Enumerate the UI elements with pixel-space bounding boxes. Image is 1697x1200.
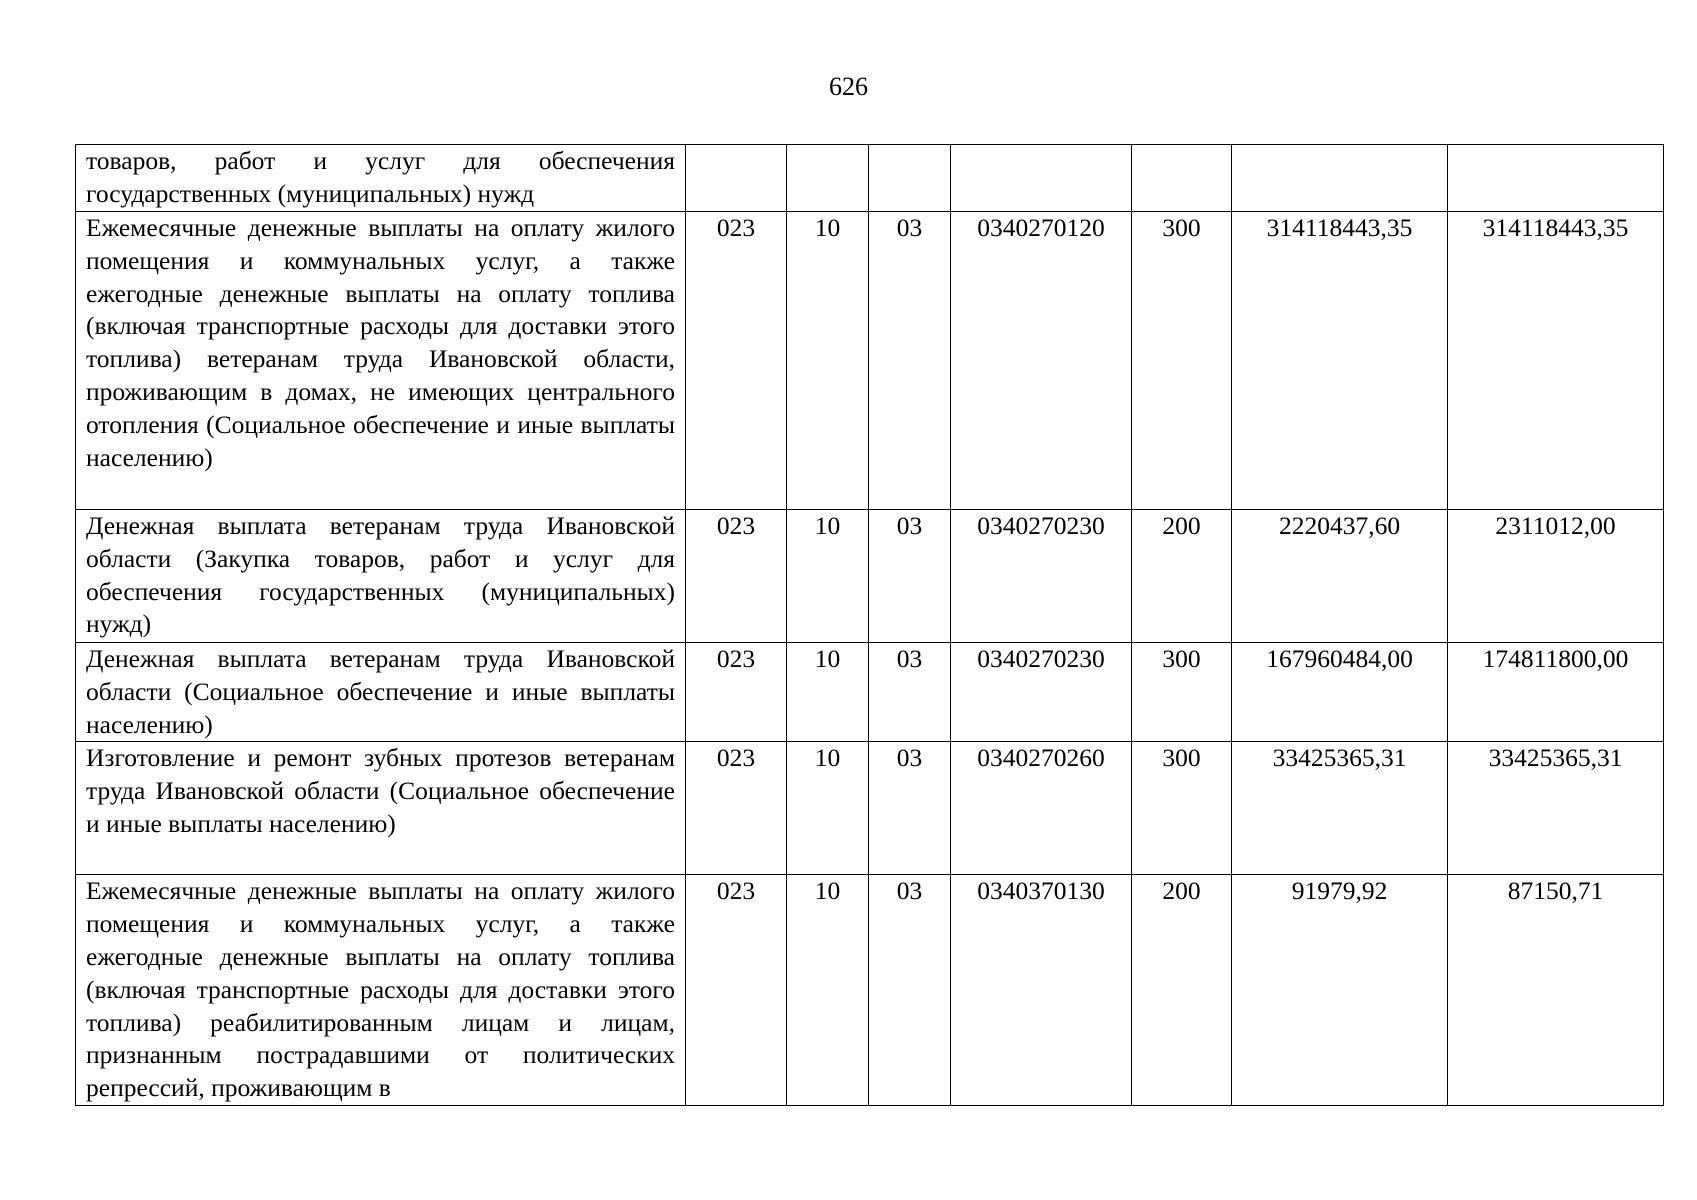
cell-pr: 03 (869, 212, 951, 510)
cell-sum-2: 87150,71 (1448, 875, 1664, 1106)
cell-csr: 0340270230 (951, 510, 1132, 643)
cell-gr: 023 (686, 212, 787, 510)
row-description: Ежемесячные денежные выплаты на оплату жилого помещения и коммунальных услуг, а также ежегодные денежные выплаты на оплату топлива (включая транспортные расходы для доставки этого топлива) ветеранам труда Ивановской области, проживающим в домах, не имеющих центрального отопления (Социальное обеспечение и иные выплаты населению) (76, 212, 686, 510)
cell-sum-2: 2311012,00 (1448, 510, 1664, 643)
cell-vr: 300 (1132, 212, 1232, 510)
page-number: 626 (829, 72, 868, 101)
cell-sum-1: 91979,92 (1232, 875, 1448, 1106)
table-row (76, 643, 1664, 742)
cell-rz: 10 (787, 742, 869, 875)
cell-vr: 300 (1132, 643, 1232, 742)
cell-vr: 200 (1132, 875, 1232, 1106)
row-description: Изготовление и ремонт зубных протезов ветеранам труда Ивановской области (Социальное обеспечение и иные выплаты населению) (76, 742, 686, 875)
row-description: Денежная выплата ветеранам труда Ивановской области (Социальное обеспечение и иные выплаты населению) (76, 643, 686, 742)
cell-sum-1: 314118443,35 (1232, 212, 1448, 510)
cell-gr: 023 (686, 643, 787, 742)
table-row (76, 145, 1664, 212)
cell-pr: 03 (869, 510, 951, 643)
cell-sum-2 (1448, 145, 1664, 212)
cell-csr: 0340270230 (951, 643, 1132, 742)
cell-pr: 03 (869, 875, 951, 1106)
cell-pr: 03 (869, 742, 951, 875)
cell-sum-1: 2220437,60 (1232, 510, 1448, 643)
cell-csr: 0340270120 (951, 212, 1132, 510)
cell-gr: 023 (686, 875, 787, 1106)
cell-gr: 023 (686, 742, 787, 875)
cell-sum-2: 174811800,00 (1448, 643, 1664, 742)
cell-csr: 0340370130 (951, 875, 1132, 1106)
row-description: Денежная выплата ветеранам труда Ивановской области (Закупка товаров, работ и услуг для обеспечения государственных (муниципальных) нужд) (76, 510, 686, 643)
cell-gr (686, 145, 787, 212)
cell-sum-1: 167960484,00 (1232, 643, 1448, 742)
table-row (76, 510, 1664, 643)
table-row (76, 875, 1664, 1106)
table-row (76, 742, 1664, 875)
cell-rz: 10 (787, 643, 869, 742)
table-row (76, 212, 1664, 510)
cell-sum-2: 33425365,31 (1448, 742, 1664, 875)
cell-pr: 03 (869, 643, 951, 742)
cell-rz: 10 (787, 510, 869, 643)
cell-pr (869, 145, 951, 212)
cell-vr: 300 (1132, 742, 1232, 875)
cell-csr (951, 145, 1132, 212)
cell-csr: 0340270260 (951, 742, 1132, 875)
cell-gr: 023 (686, 510, 787, 643)
row-description: товаров, работ и услуг для обеспечения государственных (муниципальных) нужд (76, 145, 686, 212)
budget-table (75, 144, 1664, 1106)
cell-sum-2: 314118443,35 (1448, 212, 1664, 510)
cell-vr (1132, 145, 1232, 212)
cell-rz (787, 145, 869, 212)
cell-sum-1: 33425365,31 (1232, 742, 1448, 875)
row-description: Ежемесячные денежные выплаты на оплату жилого помещения и коммунальных услуг, а также ежегодные денежные выплаты на оплату топлива (включая транспортные расходы для доставки этого топлива) реабилитированным лицам и лицам, признанным пострадавшими от политических репрессий, проживающим в (76, 875, 686, 1106)
cell-sum-1 (1232, 145, 1448, 212)
cell-rz: 10 (787, 875, 869, 1106)
cell-vr: 200 (1132, 510, 1232, 643)
cell-rz: 10 (787, 212, 869, 510)
